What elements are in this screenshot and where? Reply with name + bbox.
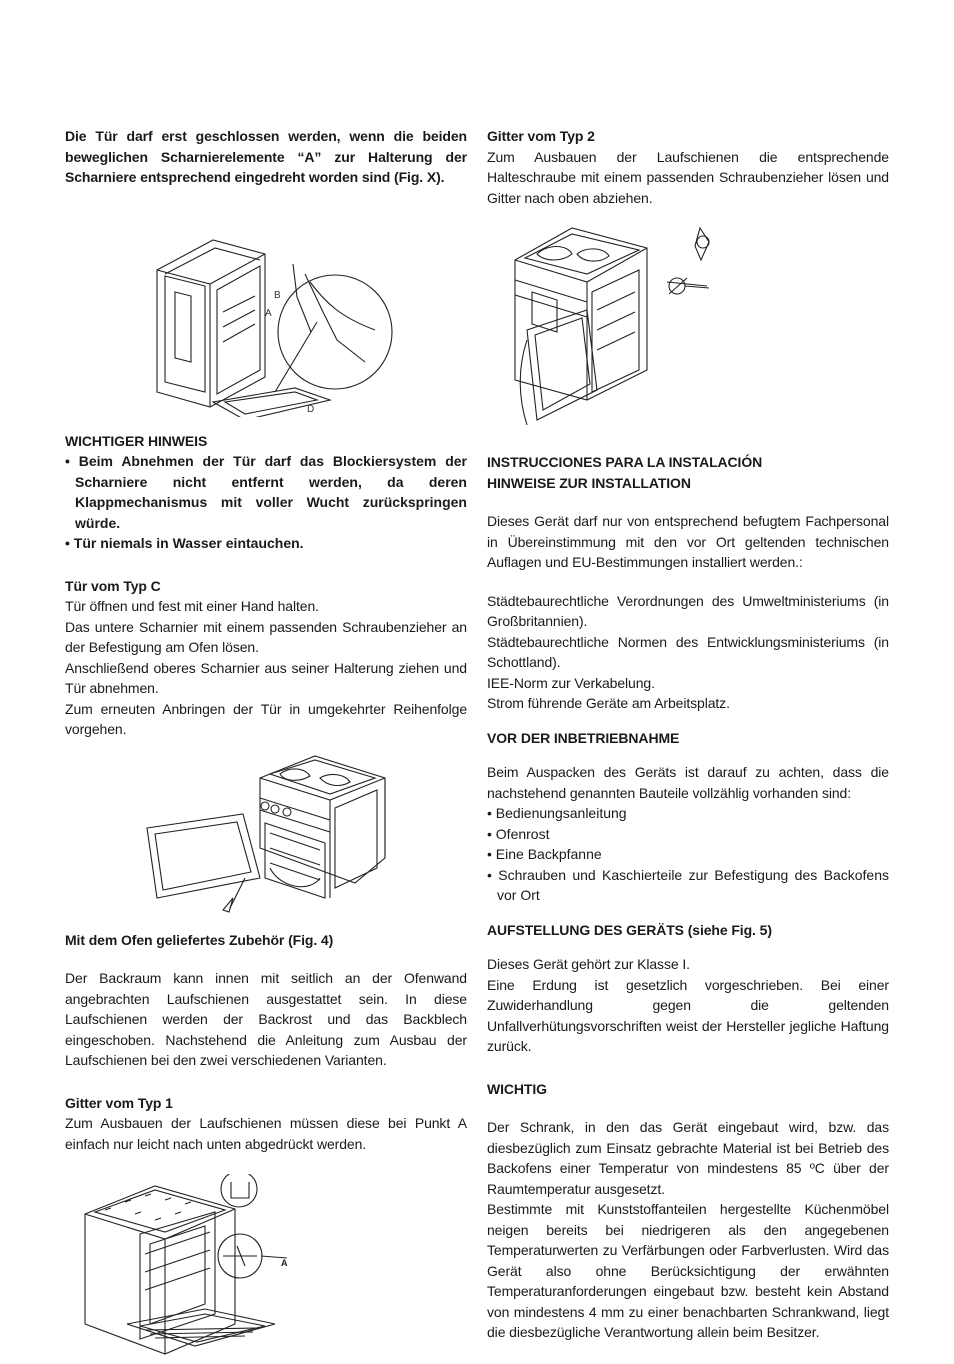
list-item: • Schrauben und Kaschierteile zur Befestigung des Backofens vor Ort — [487, 866, 889, 903]
fig1-label-a: A — [265, 307, 272, 319]
list-item: • Bedienungsanleitung — [487, 805, 627, 821]
fig1-label-d: D — [307, 403, 315, 415]
figure-rail-type-2 — [487, 220, 889, 430]
norm-item: Städtebaurechtliche Normen des Entwicklungsministeriums (in Schottland). — [487, 633, 889, 670]
paragraph: Bestimmte mit Kunststoffanteilen hergestellte Küchenmöbel neigen bereits bei niedrigeren als den angegebenen Temperaturwerten zu Verfärbungen oder Farbverlusten. Wird das Gerät also ohne Berücksichtigung der erwähnten Temperaturanforderungen eingebaut bzw. besteht kein Abstand von mindestens 4 mm zu einer benachbarten Schrankwand, liegt die diesbezügliche Verantwortung allein beim Besitzer. — [487, 1201, 889, 1340]
list-item: • Beim Abnehmen der Tür darf das Blockiersystem der Scharniere nicht entfernt werden, da deren Klappmechanismus mit voller Wucht zurückspringen würde. — [65, 453, 467, 531]
paragraph: Eine Erdung ist gesetzlich vorgeschrieben. Bei einer Zuwiderhandlung gegen die geltenden Unfallverhütungsvorschriften weist der Hersteller jegliche Haftung zurück. — [487, 976, 889, 1054]
figure-door-type-c — [65, 748, 467, 920]
rail-type-1-title: Gitter vom Typ 1 — [65, 1094, 173, 1111]
rail-type-2-text: Zum Ausbauen der Laufschienen die entsprechende Halteschraube mit einem passenden Schraubenzieher lösen und Gitter nach oben abziehen. — [487, 148, 889, 206]
list-item: • Tür niemals in Wasser eintauchen. — [65, 535, 304, 551]
right-column — [487, 126, 889, 1343]
accessories-title: Mit dem Ofen geliefertes Zubehör (Fig. 4) — [65, 931, 334, 948]
accessories-text: Der Backraum kann innen mit seitlich an der Ofenwand angebrachten Laufschienen ausgestattet sein. In diese Laufschienen werden der Backrost und das Backblech eingeschoben. Nachstehend die Anleitung zum Ausbau der Laufschienen bei den zwei verschiedenen Varianten. — [65, 970, 467, 1068]
install-title-de: HINWEISE ZUR INSTALLATION — [487, 474, 691, 491]
figure-rail-type-1 — [65, 1174, 467, 1364]
install-title-es: INSTRUCCIONES PARA LA INSTALACIÓN — [487, 454, 763, 470]
placement-title: AUFSTELLUNG DES GERÄTS (siehe Fig. 5) — [487, 921, 772, 938]
norm-item: Strom führende Geräte am Arbeitsplatz. — [487, 695, 730, 711]
install-text: Dieses Gerät darf nur von entsprechend befugtem Fachpersonal in Übereinstimmung mit den vor Ort geltenden technischen Auflagen und EU-Bestimmungen installiert werden.: — [487, 513, 889, 570]
before-use-title: VOR DER INBETRIEBNAHME — [487, 729, 680, 746]
paragraph: Tür öffnen und fest mit einer Hand halten. — [65, 598, 319, 614]
fig4-label-a: A — [281, 1258, 288, 1268]
rail-type-1-text: Zum Ausbauen der Laufschienen müssen diese bei Punkt A einfach nur leicht nach unten abgedrückt werden. — [65, 1115, 467, 1152]
before-use-text: Beim Auspacken des Geräts ist darauf zu achten, dass die nachstehend genannten Bauteile vollzählig vorhanden sind: — [487, 764, 889, 801]
important-title: WICHTIG — [487, 1080, 547, 1097]
components-list — [487, 803, 889, 906]
door-type-c-title: Tür vom Typ C — [65, 577, 161, 594]
norm-item: Städtebaurechtliche Verordnungen des Umweltministeriums (in Großbritannien). — [487, 592, 889, 629]
figure-door-hinge — [65, 202, 467, 417]
paragraph: Das untere Scharnier mit einem passenden Schraubenzieher an der Befestigung am Ofen lösen. — [65, 618, 467, 655]
warning-list — [65, 451, 467, 554]
paragraph: Der Schrank, in den das Gerät eingebaut wird, bzw. das diesbezüglich zum Einsatz gebrachte Material ist bei Betrieb des Backofens einer Temperatur von mindestens 85 ºC über der Raumtemperatur ausgesetzt. — [487, 1119, 889, 1197]
door-closing-note: Die Tür darf erst geschlossen werden, wenn die beiden beweglichen Scharnierelemente “A” zur Halterung der Scharniere entsprechend eingedreht worden sind (Fig. X). — [65, 128, 467, 185]
left-column — [65, 126, 467, 1364]
paragraph: Anschließend oberes Scharnier aus seiner Halterung ziehen und Tür abnehmen. — [65, 659, 467, 696]
fig1-label-b: B — [274, 289, 281, 301]
paragraph: Dieses Gerät gehört zur Klasse I. — [487, 956, 690, 972]
paragraph: Zum erneuten Anbringen der Tür in umgekehrter Reihenfolge vorgehen. — [65, 700, 467, 737]
warning-title: WICHTIGER HINWEIS — [65, 432, 208, 449]
list-item: • Ofenrost — [487, 825, 550, 842]
rail-type-2-title: Gitter vom Typ 2 — [487, 128, 595, 144]
list-item: • Eine Backpfanne — [487, 846, 602, 862]
norm-item: IEE-Norm zur Verkabelung. — [487, 674, 655, 691]
